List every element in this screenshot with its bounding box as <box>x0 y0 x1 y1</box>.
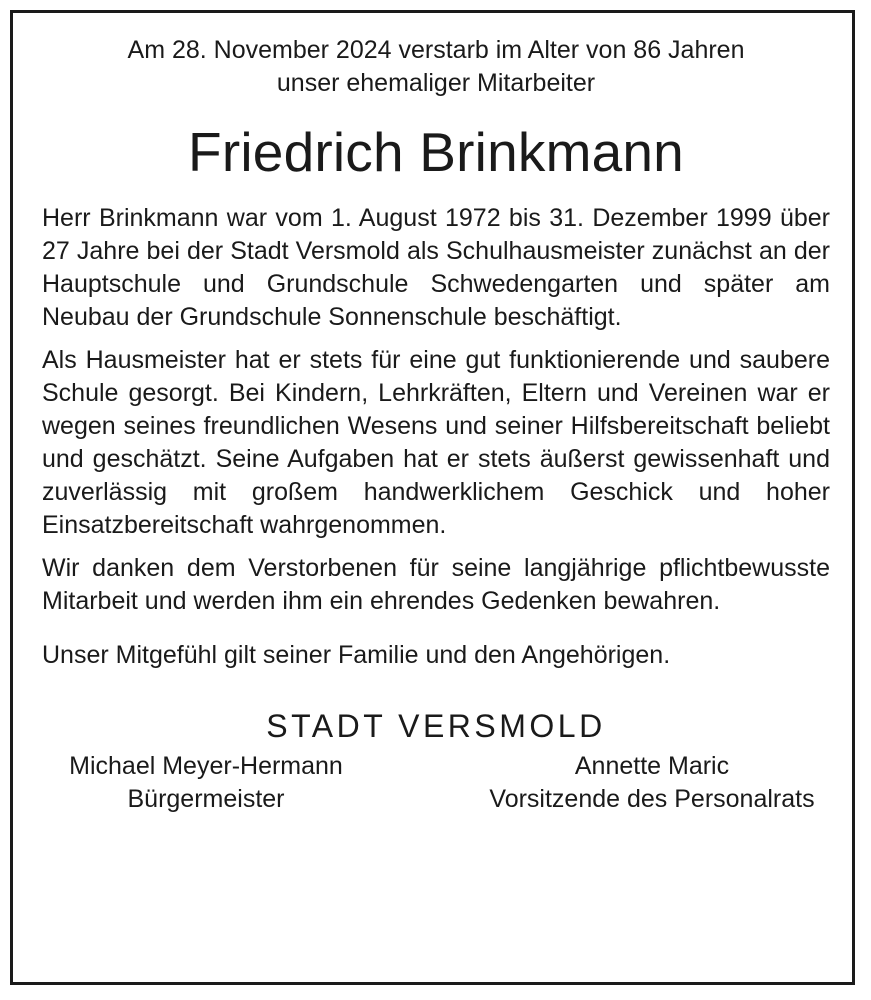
signer-mayor <box>36 750 376 816</box>
intro-text <box>42 34 830 100</box>
signer-role: Vorsitzende des Personalrats <box>489 785 815 813</box>
signer-name: Annette Maric <box>574 752 730 780</box>
signer-staff-council <box>452 750 852 816</box>
signers <box>42 750 830 816</box>
deceased-name: Friedrich Brinkmann <box>188 121 684 183</box>
paragraph-thanks: Wir danken dem Verstorbenen für seine langjährige pflichtbewusste Mitarbeit und werden ihm ein ehrendes Gedenken bewahren. <box>42 554 830 615</box>
intro-line-2: unser ehemaliger Mitarbeiter <box>276 69 596 97</box>
intro-line-1: Am 28. November 2024 verstarb im Alter von 86 Jahren <box>127 36 745 64</box>
signer-name: Michael Meyer-Hermann <box>69 752 343 780</box>
signer-role: Bürgermeister <box>127 785 285 813</box>
obituary-notice <box>42 34 830 816</box>
paragraph-condolence: Unser Mitgefühl gilt seiner Familie und den Angehörigen. <box>42 641 671 669</box>
paragraph-employment: Herr Brinkmann war vom 1. August 1972 bis 31. Dezember 1999 über 27 Jahre bei der Stadt Versmold als Schulhausmeister zunächst an der Hauptschule und Grundschule Schwedengarten und später am Neubau der Grundschule Sonnenschule beschäftigt. <box>42 204 830 331</box>
organization-name: STADT VERSMOLD <box>266 708 606 744</box>
paragraph-tribute: Als Hausmeister hat er stets für eine gut funktionierende und saubere Schule gesorgt. Bei Kindern, Lehrkräften, Eltern und Vereinen war er wegen seines freundlichen Wesens und seiner Hilfsbereitschaft beliebt und geschätzt. Seine Aufgaben hat er stets äußerst gewissenhaft und zuverlässig mit großem handwerklichem Geschick und hoher Einsatzbereitschaft wahrgenommen. <box>42 346 830 539</box>
